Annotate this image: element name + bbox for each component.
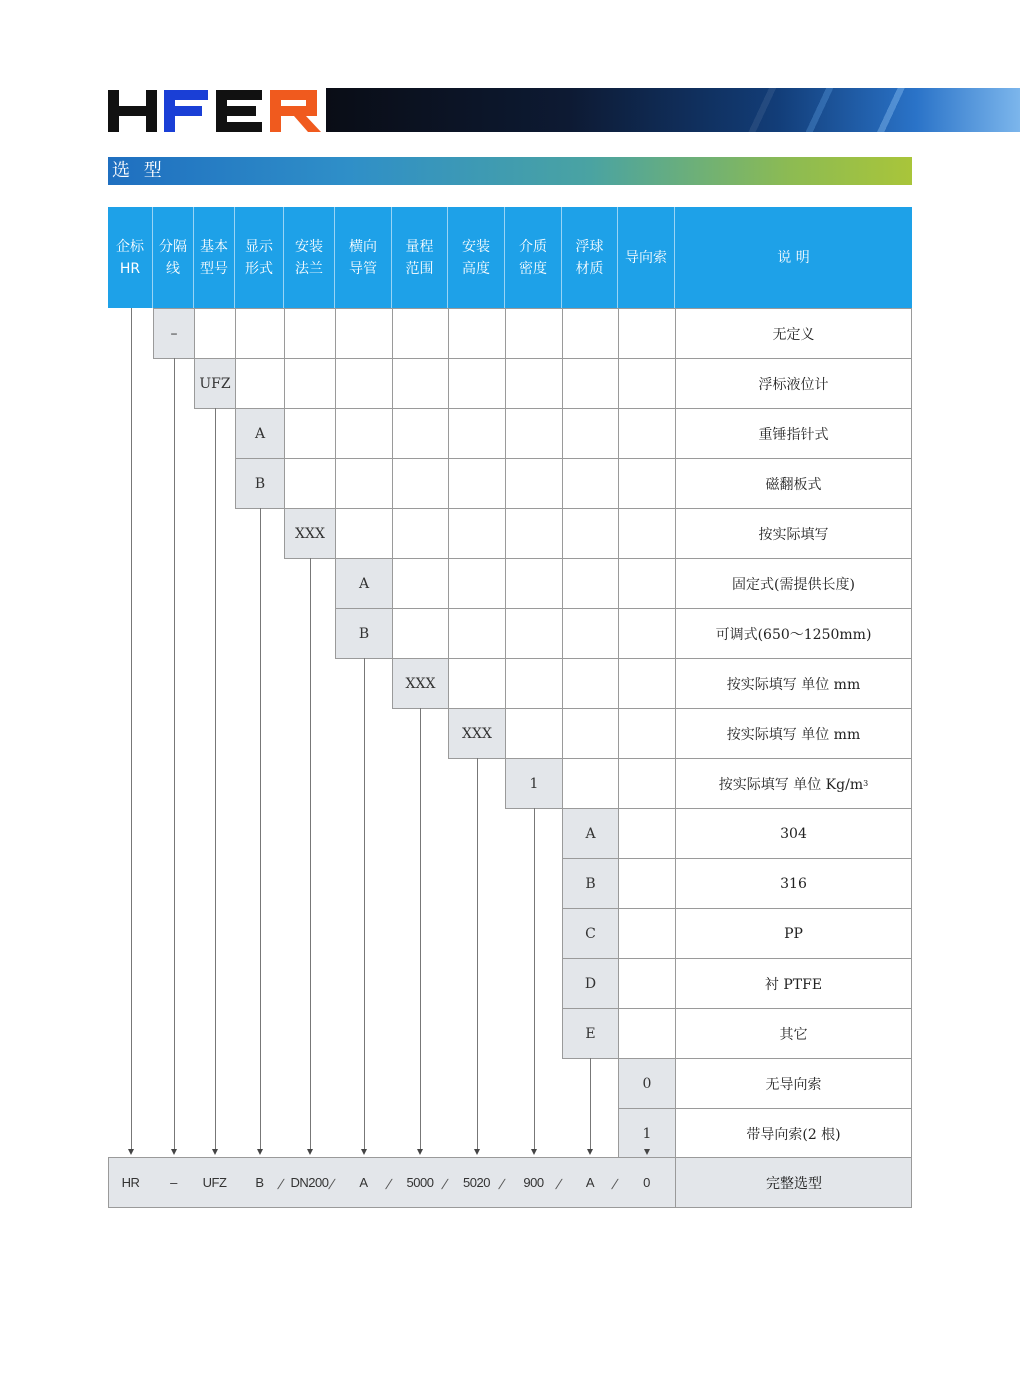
column-header-label: 安装 法兰 bbox=[295, 238, 323, 277]
description-text: 按实际填写 单位 Kg/m bbox=[718, 776, 864, 793]
description-text: 固定式(需提供长度) bbox=[732, 576, 855, 593]
option-description bbox=[675, 408, 912, 459]
option-code: 1 bbox=[505, 758, 563, 809]
empty-cell bbox=[448, 308, 506, 359]
header-banner bbox=[326, 88, 1020, 132]
unit-superscript: 3 bbox=[863, 779, 869, 788]
description-text: 可调式(650～1250mm) bbox=[715, 626, 872, 643]
connector-line bbox=[131, 308, 132, 1149]
arrow-down-icon bbox=[257, 1149, 263, 1155]
connector-line bbox=[364, 658, 365, 1149]
empty-cell bbox=[335, 458, 393, 509]
empty-cell bbox=[392, 308, 449, 359]
option-description bbox=[675, 358, 912, 409]
empty-cell bbox=[448, 508, 506, 559]
description-text: 重锤指针式 bbox=[758, 426, 829, 443]
column-header-0 bbox=[108, 207, 153, 308]
empty-cell bbox=[618, 308, 676, 359]
empty-cell bbox=[335, 358, 393, 409]
separator-slash: / bbox=[327, 1176, 337, 1192]
option-description bbox=[675, 658, 912, 709]
model-value: 900 bbox=[523, 1175, 544, 1190]
column-header-label: 量程 范围 bbox=[405, 238, 434, 277]
empty-cell bbox=[618, 708, 676, 759]
model-value: A bbox=[359, 1175, 368, 1190]
column-header-9 bbox=[562, 207, 618, 308]
separator-slash: / bbox=[610, 1176, 620, 1192]
model-value: DN200 bbox=[290, 1175, 329, 1190]
option-description bbox=[675, 1008, 912, 1059]
empty-cell bbox=[194, 308, 236, 359]
description-text: 其它 bbox=[779, 1026, 808, 1043]
model-value: HR bbox=[121, 1175, 140, 1190]
option-code: XXX bbox=[448, 708, 506, 759]
arrow-down-icon bbox=[587, 1149, 593, 1155]
empty-cell bbox=[618, 458, 676, 509]
arrow-down-icon bbox=[128, 1149, 134, 1155]
column-header-5 bbox=[335, 207, 392, 308]
option-description bbox=[675, 1108, 912, 1159]
column-header-label: 企标 HR bbox=[116, 238, 144, 277]
option-description bbox=[675, 708, 912, 759]
option-code: UFZ bbox=[194, 358, 236, 409]
model-value: 5020 bbox=[463, 1175, 490, 1190]
connector-line bbox=[534, 808, 535, 1149]
empty-cell bbox=[618, 408, 676, 459]
section-title: 选 型 bbox=[112, 160, 166, 181]
empty-cell bbox=[618, 758, 676, 809]
column-header-6 bbox=[392, 207, 448, 308]
option-code: A bbox=[562, 808, 619, 859]
empty-cell bbox=[448, 408, 506, 459]
arrow-down-icon bbox=[361, 1149, 367, 1155]
empty-cell bbox=[618, 558, 676, 609]
separator-slash: / bbox=[554, 1176, 564, 1192]
empty-cell bbox=[562, 458, 619, 509]
empty-cell bbox=[618, 1008, 676, 1059]
option-description bbox=[675, 458, 912, 509]
arrow-down-icon bbox=[417, 1149, 423, 1155]
empty-cell bbox=[335, 408, 393, 459]
empty-cell bbox=[618, 358, 676, 409]
empty-cell bbox=[505, 408, 563, 459]
column-header-label: 说 明 bbox=[777, 249, 810, 266]
column-header-label: 安装 高度 bbox=[462, 238, 490, 277]
column-header-10 bbox=[618, 207, 675, 308]
option-description bbox=[675, 558, 912, 609]
column-header-label: 横向 导管 bbox=[349, 238, 377, 277]
empty-cell bbox=[505, 358, 563, 409]
empty-cell bbox=[562, 358, 619, 409]
arrow-down-icon bbox=[212, 1149, 218, 1155]
option-code: – bbox=[153, 308, 195, 359]
separator-slash: / bbox=[440, 1176, 450, 1192]
option-code: B bbox=[562, 858, 619, 909]
hfer-logo bbox=[108, 88, 324, 134]
empty-cell bbox=[505, 308, 563, 359]
option-code: A bbox=[235, 408, 285, 459]
description-text: 316 bbox=[780, 875, 807, 892]
empty-cell bbox=[562, 408, 619, 459]
option-description bbox=[675, 758, 912, 809]
option-description bbox=[675, 608, 912, 659]
empty-cell bbox=[618, 908, 676, 959]
empty-cell bbox=[448, 608, 506, 659]
empty-cell bbox=[284, 458, 336, 509]
option-description bbox=[675, 958, 912, 1009]
connector-line bbox=[477, 758, 478, 1149]
description-text: 按实际填写 bbox=[758, 526, 829, 543]
empty-cell bbox=[562, 708, 619, 759]
option-description bbox=[675, 508, 912, 559]
column-header-label: 介质 密度 bbox=[519, 238, 547, 277]
model-value: – bbox=[170, 1175, 177, 1190]
separator-slash: / bbox=[497, 1176, 507, 1192]
connector-line bbox=[215, 408, 216, 1149]
model-value: 0 bbox=[643, 1175, 650, 1190]
empty-cell bbox=[448, 458, 506, 509]
empty-cell bbox=[335, 308, 393, 359]
description-text: 衬 PTFE bbox=[764, 976, 823, 993]
empty-cell bbox=[392, 408, 449, 459]
empty-cell bbox=[618, 658, 676, 709]
empty-cell bbox=[335, 508, 393, 559]
description-text: 无导向索 bbox=[765, 1076, 822, 1093]
empty-cell bbox=[284, 358, 336, 409]
section-title-bar bbox=[108, 157, 912, 185]
arrow-down-icon bbox=[474, 1149, 480, 1155]
arrow-down-icon bbox=[644, 1149, 650, 1155]
option-description bbox=[675, 908, 912, 959]
column-header-11 bbox=[675, 207, 912, 308]
empty-cell bbox=[618, 608, 676, 659]
option-description bbox=[675, 808, 912, 859]
empty-cell bbox=[284, 408, 336, 459]
empty-cell bbox=[562, 308, 619, 359]
option-code: B bbox=[235, 458, 285, 509]
empty-cell bbox=[505, 508, 563, 559]
option-code: XXX bbox=[284, 508, 336, 559]
description-text: 浮标液位计 bbox=[758, 376, 829, 393]
model-value: B bbox=[255, 1175, 264, 1190]
empty-cell bbox=[235, 308, 285, 359]
option-code: C bbox=[562, 908, 619, 959]
empty-cell bbox=[618, 508, 676, 559]
column-header-label: 分隔 线 bbox=[159, 238, 187, 277]
empty-cell bbox=[392, 358, 449, 409]
column-header-8 bbox=[505, 207, 562, 308]
column-header-2 bbox=[194, 207, 235, 308]
empty-cell bbox=[562, 608, 619, 659]
empty-cell bbox=[505, 608, 563, 659]
empty-cell bbox=[448, 558, 506, 609]
option-description bbox=[675, 308, 912, 359]
column-header-3 bbox=[235, 207, 284, 308]
model-value: 5000 bbox=[406, 1175, 434, 1190]
empty-cell bbox=[392, 458, 449, 509]
empty-cell bbox=[505, 558, 563, 609]
empty-cell bbox=[562, 508, 619, 559]
option-code: XXX bbox=[392, 658, 449, 709]
option-code: A bbox=[335, 558, 393, 609]
arrow-down-icon bbox=[171, 1149, 177, 1155]
description-text: 按实际填写 单位 mm bbox=[726, 726, 861, 743]
empty-cell bbox=[618, 958, 676, 1009]
empty-cell bbox=[392, 508, 449, 559]
model-value: A bbox=[585, 1175, 595, 1190]
description-text: 304 bbox=[780, 825, 807, 842]
separator-slash: / bbox=[384, 1176, 394, 1192]
description-text: 磁翻板式 bbox=[765, 476, 822, 493]
empty-cell bbox=[618, 808, 676, 859]
connector-line bbox=[590, 1058, 591, 1149]
arrow-down-icon bbox=[307, 1149, 313, 1155]
empty-cell bbox=[235, 358, 285, 409]
column-header-7 bbox=[448, 207, 505, 308]
connector-line bbox=[310, 558, 311, 1149]
description-text: 无定义 bbox=[772, 326, 815, 343]
empty-cell bbox=[505, 708, 563, 759]
column-header-label: 导向索 bbox=[625, 249, 667, 266]
empty-cell bbox=[284, 308, 336, 359]
column-header-label: 显示 形式 bbox=[245, 238, 273, 277]
empty-cell bbox=[562, 558, 619, 609]
option-description bbox=[675, 1058, 912, 1109]
connector-line bbox=[260, 508, 261, 1149]
empty-cell bbox=[505, 458, 563, 509]
column-header-label: 浮球 材质 bbox=[575, 238, 604, 277]
empty-cell bbox=[448, 658, 506, 709]
option-code: D bbox=[562, 958, 619, 1009]
option-code: 0 bbox=[618, 1058, 676, 1109]
empty-cell bbox=[562, 658, 619, 709]
option-description bbox=[675, 858, 912, 909]
separator-slash: / bbox=[276, 1176, 286, 1192]
connector-line bbox=[420, 708, 421, 1149]
option-code: E bbox=[562, 1008, 619, 1059]
description-text: PP bbox=[784, 925, 803, 942]
empty-cell bbox=[562, 758, 619, 809]
model-value: UFZ bbox=[202, 1175, 227, 1190]
arrow-down-icon bbox=[531, 1149, 537, 1155]
empty-cell bbox=[505, 658, 563, 709]
empty-cell bbox=[392, 558, 449, 609]
empty-cell bbox=[448, 358, 506, 409]
column-header-1 bbox=[153, 207, 194, 308]
column-header-label: 基本 型号 bbox=[200, 238, 228, 277]
empty-cell bbox=[618, 858, 676, 909]
option-code: 1 bbox=[618, 1108, 676, 1159]
complete-model-label: 完整选型 bbox=[675, 1157, 912, 1208]
description-text: 带导向索(2 根) bbox=[746, 1126, 841, 1143]
description-text: 按实际填写 单位 mm bbox=[726, 676, 861, 693]
connector-line bbox=[174, 358, 175, 1149]
empty-cell bbox=[392, 608, 449, 659]
column-header-4 bbox=[284, 207, 335, 308]
option-code: B bbox=[335, 608, 393, 659]
